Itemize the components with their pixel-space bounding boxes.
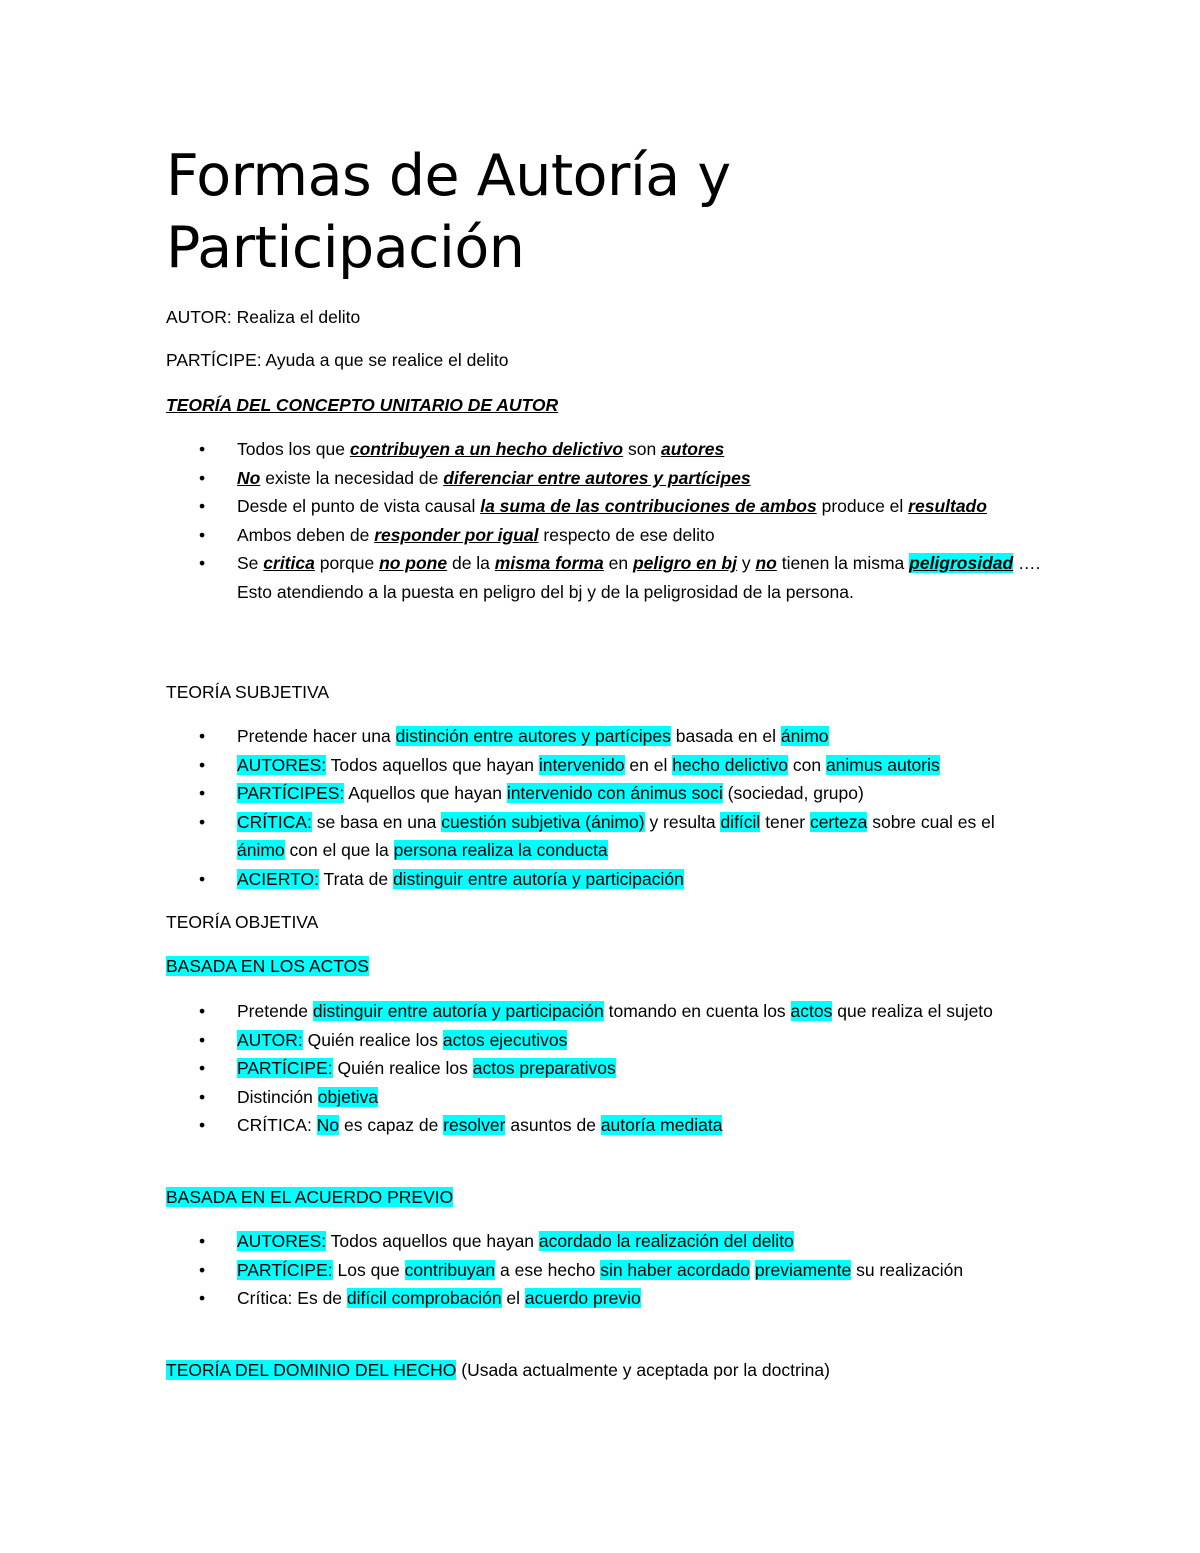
highlighted-text: ACIERTO: [237,868,320,889]
bullet-list [166,722,1046,894]
bullet-list [166,997,1046,1140]
text-run: Crítica: Es de [237,1288,347,1309]
bullet-item [166,521,1046,550]
bullet-item [166,1054,1046,1083]
bullet-item [166,751,1046,780]
highlighted-text: autoría mediata [600,1115,723,1136]
highlighted-text: ánimo [237,840,285,861]
text-run: Se [237,553,264,574]
bullet-item [166,435,1046,464]
highlighted-text: BASADA EN LOS ACTOS [166,956,369,976]
emphasized-text: la suma de las contribuciones de ambos [480,496,817,517]
text-run: asuntos de [505,1115,601,1136]
text-run: tener [760,811,810,832]
highlighted-text: difícil comprobación [346,1288,502,1309]
bullet-item [166,1026,1046,1055]
text-run: Desde el punto de vista causal [237,496,481,517]
emphasized-text: no pone [379,553,448,574]
text-run: en [603,553,633,574]
highlighted-text: AUTORES: [237,754,327,775]
text-run: existe la necesidad de [260,467,444,488]
text-run: son [623,439,662,459]
bullet-item [166,722,1046,751]
text-run: Pretende hacer una [237,726,396,746]
highlighted-text: persona realiza la conducta [393,840,608,861]
paragraph [166,953,369,979]
highlighted-text: contribuyan [404,1259,496,1280]
highlighted-text: previamente [754,1259,852,1280]
highlighted-text: certeza [809,811,868,832]
text-run: Todos los que [237,439,350,459]
bullet-item [166,1111,1046,1140]
text-run: que realiza el sujeto [832,1001,993,1021]
paragraph [166,1357,830,1383]
text-run: Aquellos que hayan [344,783,507,804]
bullet-list [166,1227,1046,1313]
text-run: Distinción [237,1086,318,1107]
text-run: Todos aquellos que hayan [326,1231,539,1251]
bullet-item [166,865,1046,894]
text-run: TEORÍA OBJETIVA [166,912,319,932]
paragraph [166,679,329,705]
highlighted-text: sin haber acordado [600,1259,751,1280]
text-run: produce el [816,496,909,517]
text-run: (Usada actualmente y aceptada por la doctrina) [456,1360,830,1380]
highlighted-text: BASADA EN EL ACUERDO PREVIO [166,1187,454,1207]
text-run: Quién realice los [302,1029,443,1050]
highlighted-text: PARTÍCIPE: [237,1259,333,1280]
text-run: CRÍTICA: [237,1115,317,1136]
bullet-item [166,464,1046,493]
text-run: su realización [851,1259,964,1280]
highlighted-text: distinguir entre autoría y participación [392,868,684,889]
highlighted-text: cuestión subjetiva (ánimo) [441,811,645,832]
highlighted-text: hecho delictivo [672,754,788,775]
highlighted-text: PARTÍCIPE: [237,1058,333,1079]
text-run: respecto de ese delito [538,524,715,545]
text-run: Ambos deben de [237,524,375,545]
text-run: (sociedad, grupo) [722,783,864,804]
text-run: Trata de [319,868,393,889]
bullet-item [166,1083,1046,1112]
highlighted-text: objetiva [317,1086,379,1107]
highlighted-text: AUTORES: [237,1231,327,1251]
text-run: en el [624,754,673,775]
paragraph [166,347,508,373]
bullet-item [166,779,1046,808]
highlighted-text: acordado la realización del delito [538,1231,794,1251]
highlighted-text: actos preparativos [472,1058,616,1079]
highlighted-text: resolver [443,1115,506,1136]
text-run: basada en el [670,726,781,746]
emphasized-text: No [237,467,261,488]
text-run: tomando en cuenta los [603,1001,791,1021]
text-run: sobre cual es el [867,811,995,832]
bullet-list [166,435,1046,607]
highlighted-text: PARTÍCIPES: [237,783,345,804]
emphasized-text: no [755,553,777,574]
bullet-item [166,1256,1046,1285]
highlighted-text: acuerdo previo [524,1288,641,1309]
emphasized-text: misma forma [494,553,604,574]
highlighted-text: AUTOR: [237,1029,303,1050]
text-run: Pretende [237,1001,313,1021]
text-run: tienen la [776,553,853,574]
text-run: se basa en una [311,811,442,832]
highlighted-text: distinguir entre autoría y participación [312,1001,604,1021]
text-run: es capaz de [339,1115,444,1136]
text-run: Quién realice los [332,1058,473,1079]
paragraph [166,1184,453,1210]
bullet-item [166,492,1046,521]
paragraph [166,304,360,330]
emphasized-text: autores [661,439,725,459]
text-run: Los que [332,1259,405,1280]
bullet-item [166,997,1046,1026]
text-run: y resulta [644,811,721,832]
highlighted-text: ánimo [780,726,829,746]
emphasized-text: resultado [908,496,987,517]
text-run: …. Esto atendiendo a la puesta en peligro del bj y de la peligrosidad de la persona. [237,553,1041,602]
emphasized-text: diferenciar entre autores y partícipes [443,467,751,488]
paragraph [166,909,318,935]
emphasized-text: responder por igual [374,524,539,545]
text-run: de la [447,553,495,574]
text-run: TEORÍA SUBJETIVA [166,682,330,702]
highlighted-text: difícil [720,811,761,832]
highlighted-text: actos [790,1001,833,1021]
text-run: PARTÍCIPE: Ayuda a que se realice el delito [166,350,509,370]
text-run: el [501,1288,525,1309]
highlighted-text: distinción entre autores y partícipes [395,726,671,746]
text-run: Todos aquellos que hayan [326,754,539,775]
text-run: AUTOR: Realiza el delito [166,307,361,327]
text-run: con [788,754,826,775]
text-run: porque [314,553,380,574]
bullet-item [166,549,1046,606]
text-run: con el que la [284,840,394,861]
emphasized-text: TEORÍA DEL CONCEPTO UNITARIO DE AUTOR [166,395,559,415]
highlighted-text: CRÍTICA: [237,811,312,832]
paragraph [166,392,558,418]
text-run: a ese hecho [495,1259,601,1280]
emphasized-text: contribuyen a un hecho delictivo [349,439,624,459]
highlighted-text: intervenido con ánimus soci [506,783,723,804]
emphasized-text: peligro en bj [632,553,737,574]
document-title: Formas de Autoría y Participación [166,143,731,281]
emphasized-text: critica [263,553,315,574]
text-run: y [736,553,756,574]
highlighted-text: TEORÍA DEL DOMINIO DEL HECHO [166,1360,457,1380]
text-run: misma [852,553,910,574]
bullet-item [166,1227,1046,1256]
highlighted-text: animus autoris [825,754,940,775]
highlighted-text: intervenido [538,754,625,775]
bullet-item [166,808,1046,865]
highlighted-text: peligrosidad [909,553,1014,574]
highlighted-text: No [316,1115,340,1136]
bullet-item [166,1284,1046,1313]
highlighted-text: actos ejecutivos [442,1029,568,1050]
